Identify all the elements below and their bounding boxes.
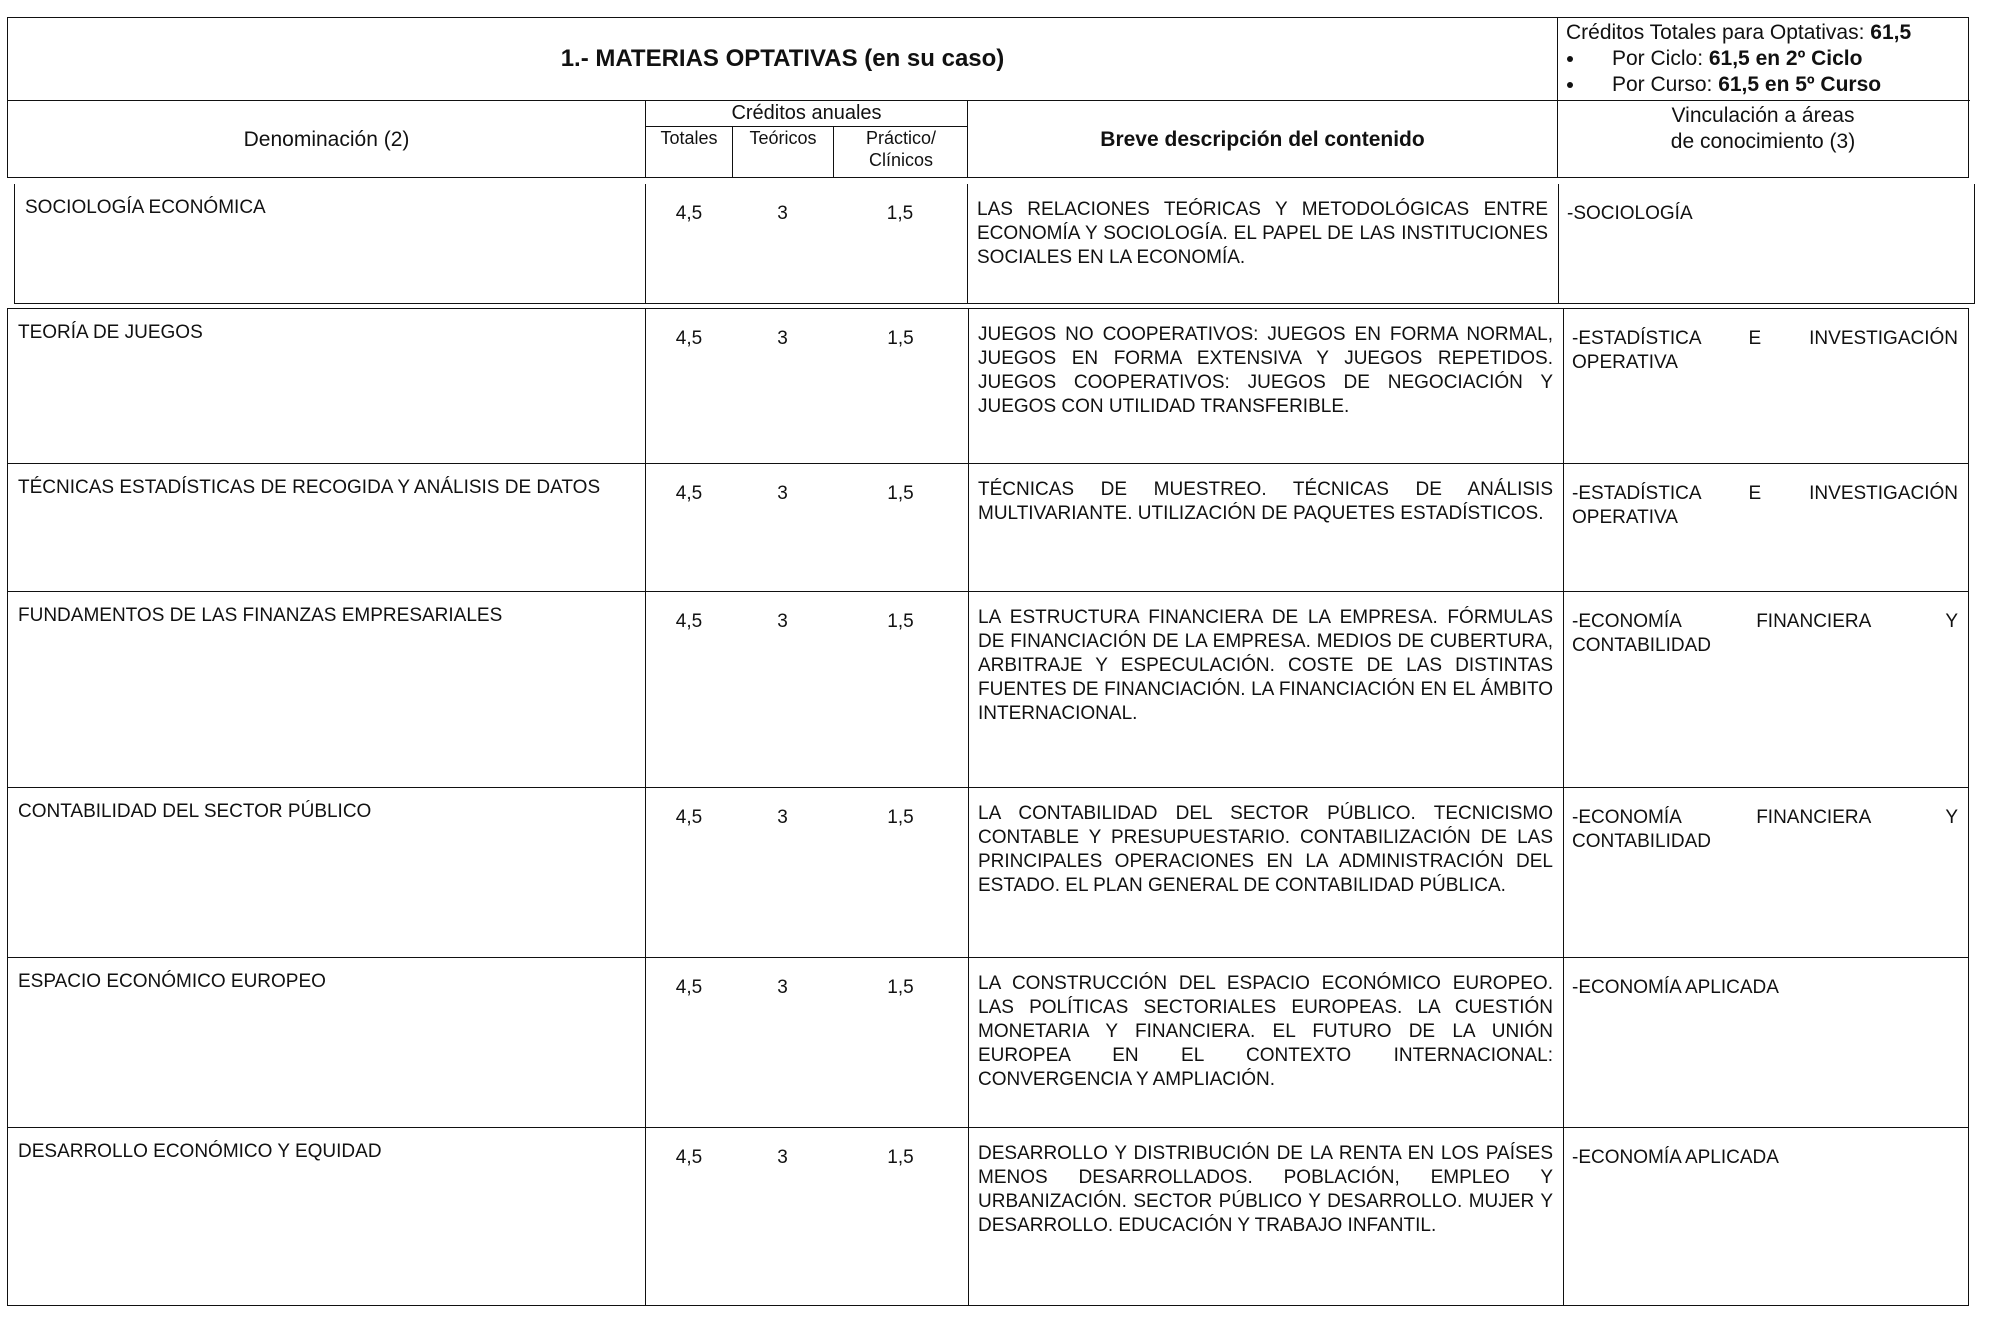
credits-total [1566,20,1960,46]
credits-total-value: 61,5 [1870,21,1912,44]
row-name: DESARROLLO ECONÓMICO Y EQUIDAD [18,1141,382,1162]
row-description: JUEGOS NO COOPERATIVOS: JUEGOS EN FORMA NORMAL, JUEGOS EN FORMA EXTENSIVA Y JUEGOS REPETIDOS. JUEGOS COOPERATIVOS: JUEGOS DE NEGOCIACIÓN Y JUEGOS CON UTILIDAD TRANSFERIBLE. [968,309,1564,464]
row-teoricos: 3 [777,977,788,998]
row-name: SOCIOLOGÍA ECONÓMICA [25,197,266,218]
row-practicos: 1,5 [887,977,914,998]
col-practicos-line2: Clínicos [868,150,934,170]
row-description: TÉCNICAS DE MUESTREO. TÉCNICAS DE ANÁLISIS MULTIVARIANTE. UTILIZACIÓN DE PAQUETES ESTADÍSTICOS. [968,464,1564,592]
row-divider [15,303,1974,304]
credits-por-ciclo [1586,46,1960,72]
row-area: -ESTADÍSTICA E INVESTIGACIÓN OPERATIVA [1572,328,1958,373]
table-row [7,464,1969,592]
por-ciclo-label: Por Ciclo: [1612,47,1709,70]
row-name: CONTABILIDAD DEL SECTOR PÚBLICO [18,801,372,822]
row-divider [8,1305,1968,1306]
row-area: -ECONOMÍA FINANCIERA Y CONTABILIDAD [1572,611,1958,656]
row-teoricos: 3 [777,203,788,224]
row-name: ESPACIO ECONÓMICO EUROPEO [18,971,326,992]
row-practicos: 1,5 [886,203,914,224]
row-teoricos: 3 [777,483,788,504]
col-vinculacion [1558,101,1968,178]
row-totales: 4,5 [645,464,732,592]
row-area: -ESTADÍSTICA E INVESTIGACIÓN OPERATIVA [1572,483,1958,528]
row-name: TÉCNICAS ESTADÍSTICAS DE RECOGIDA Y ANÁLISIS DE DATOS [18,477,601,498]
credits-total-label: Créditos Totales para Optativas: [1566,21,1871,44]
por-curso-value: 61,5 en 5º Curso [1718,73,1882,96]
column-headers [8,100,1970,179]
table-row [7,1128,1969,1306]
row-area: -ECONOMÍA APLICADA [1572,977,1779,998]
row-teoricos: 3 [777,807,788,828]
row-totales: 4,5 [645,309,732,464]
title-cell [8,18,1558,100]
row-totales: 4,5 [645,184,732,304]
row-totales: 4,5 [645,788,732,958]
row-name: TEORÍA DE JUEGOS [18,322,203,343]
row-area: -ECONOMÍA APLICADA [1572,1147,1779,1168]
col-descripcion: Breve descripción del contenido [968,101,1558,178]
col-practicos [834,127,968,178]
row-description: LAS RELACIONES TEÓRICAS Y METODOLÓGICAS ENTRE ECONOMÍA Y SOCIOLOGÍA. EL PAPEL DE LAS INSTITUCIONES SOCIALES EN LA ECONOMÍA. [967,184,1559,304]
row-practicos: 1,5 [887,611,914,632]
row-teoricos: 3 [777,1147,788,1168]
col-creditos-anuales [645,101,968,178]
por-ciclo-value: 61,5 en 2º Ciclo [1708,47,1863,70]
page-title: 1.- MATERIAS OPTATIVAS (en su caso) [560,45,1005,72]
col-vinculacion-line1: Vinculación a áreas [1671,104,1855,127]
credits-summary [1558,18,1968,100]
col-practicos-line1: Práctico/ [865,128,937,148]
table-row [7,788,1969,958]
row-totales: 4,5 [645,592,732,788]
table-row [7,958,1969,1128]
table-row [7,308,1969,464]
row-description: LA CONTABILIDAD DEL SECTOR PÚBLICO. TECNICISMO CONTABLE Y PRESUPUESTARIO. CONTABILIZACIÓN DE LAS PRINCIPALES OPERACIONES EN LA ADMINISTRACIÓN DEL ESTADO. EL PLAN GENERAL DE CONTABILIDAD PÚBLICA. [968,788,1564,958]
col-teoricos: Teóricos [733,127,834,178]
table-header [7,17,1969,178]
row-practicos: 1,5 [887,328,914,349]
col-denominacion: Denominación (2) [243,127,410,151]
row-totales: 4,5 [645,1128,732,1306]
creditos-anuales-label: Créditos anuales [646,101,967,127]
por-curso-label: Por Curso: [1612,73,1719,96]
credits-breakdown [1566,46,1960,98]
row-description: DESARROLLO Y DISTRIBUCIÓN DE LA RENTA EN LOS PAÍSES MENOS DESARROLLADOS. POBLACIÓN, EMPLEO Y URBANIZACIÓN. SECTOR PÚBLICO Y DESARROLLO. MUJER Y DESARROLLO. EDUCACIÓN Y TRABAJO INFANTIL. [968,1128,1564,1306]
row-teoricos: 3 [777,611,788,632]
row-description: LA CONSTRUCCIÓN DEL ESPACIO ECONÓMICO EUROPEO. LAS POLÍTICAS SECTORIALES EUROPEAS. LA CUESTIÓN MONETARIA Y FINANCIERA. EL FUTURO DE LA UNIÓN EUROPEA EN EL CONTEXTO INTERNACIONAL: CONVERGENCIA Y AMPLIACIÓN. [968,958,1564,1128]
table-row [7,592,1969,788]
col-totales: Totales [646,127,733,178]
table-row [14,184,1975,304]
row-practicos: 1,5 [887,483,914,504]
row-area: -SOCIOLOGÍA [1567,203,1693,224]
credits-por-curso [1586,72,1960,98]
row-area: -ECONOMÍA FINANCIERA Y CONTABILIDAD [1572,807,1958,852]
row-description: LA ESTRUCTURA FINANCIERA DE LA EMPRESA. FÓRMULAS DE FINANCIACIÓN DE LA EMPRESA. MEDIOS DE CUBERTURA, ARBITRAJE Y ESPECULACIÓN. COSTE DE LAS DISTINTAS FUENTES DE FINANCIACIÓN. LA FINANCIACIÓN EN EL ÁMBITO INTERNACIONAL. [968,592,1564,788]
row-totales: 4,5 [645,958,732,1128]
row-teoricos: 3 [777,328,788,349]
row-practicos: 1,5 [887,1147,914,1168]
row-practicos: 1,5 [887,807,914,828]
col-vinculacion-line2: de conocimiento (3) [1670,130,1856,153]
row-name: FUNDAMENTOS DE LAS FINANZAS EMPRESARIALES [18,605,503,626]
